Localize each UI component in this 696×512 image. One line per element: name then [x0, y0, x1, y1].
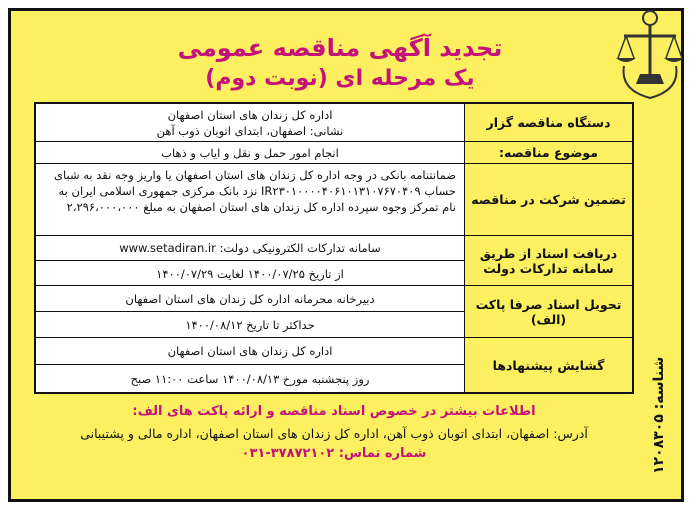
- page-subtitle: یک مرحله ای (نوبت دوم): [205, 66, 475, 91]
- row-value: انجام امور حمل و نقل و ایاب و ذهاب: [161, 146, 339, 160]
- table-row: [36, 236, 632, 286]
- row-value: اداره کل زندان های استان اصفهان نشانی: اصفهان، ابتدای اتوبان ذوب آهن: [156, 108, 344, 138]
- row-label: موضوع مناقصه:: [464, 142, 632, 163]
- row-subvalue: از تاریخ ۱۴۰۰/۰۷/۲۵ لغایت ۱۴۰۰/۰۷/۲۹: [156, 266, 344, 281]
- address-text: آدرس: اصفهان، ابتدای اتوبان ذوب آهن، اداره کل زندان های استان اصفهان، اداره مالی و پشتیبانی: [80, 426, 588, 441]
- table-row: [36, 142, 632, 164]
- row-subvalue: روز پنجشنبه مورخ ۱۴۰۰/۰۸/۱۳ ساعت ۱۱:۰۰ صبح: [130, 371, 370, 386]
- row-subvalue: اداره کل زندان های استان اصفهان: [36, 338, 464, 365]
- row-label: دستگاه مناقصه گزار: [464, 104, 632, 141]
- row-subvalue: دبیرخانه محرمانه اداره کل زندان های استان اصفهان: [36, 286, 464, 312]
- row-value: ضمانتنامه بانکی در وجه اداره کل زندان های استان اصفهان یا واریز وجه نقد به شبای حساب IR۲۳۰۱۰۰۰۰۴۰۶۱۰۱۳۱۰۷۶۷۰۴۰۹ نزد بانک مرکزی جمهوری اسلامی ایران به نام تمرکز وجوه سپرده اداره کل زندان های استان اصفهان به مبلغ ۲،۲۹۶،۰۰۰،۰۰۰: [53, 168, 456, 214]
- phone-number: شماره تماس: ۳۷۸۷۲۱۰۲-۰۳۱: [241, 446, 427, 461]
- more-info-title: اطلاعات بیشتر در خصوص اسناد مناقصه و ارائه پاکت های الف:: [132, 404, 536, 419]
- row-label: تحویل اسناد صرفا پاکت (الف): [464, 286, 632, 337]
- table-row: [36, 104, 632, 142]
- organization-emblem-icon: [610, 6, 690, 106]
- row-label: دریافت اسناد از طریق سامانه تدارکات دولت: [464, 236, 632, 285]
- ad-id-code: شناسه: ۱۲۰۸۳۰۵: [651, 356, 667, 474]
- table-row: [36, 164, 632, 236]
- table-row: [36, 338, 632, 392]
- row-subvalue: سامانه تدارکات الکترونیکی دولت: www.setadiran.ir: [36, 236, 464, 261]
- row-label: گشایش پیشنهادها: [464, 338, 632, 392]
- row-subvalue: حداکثر تا تاریخ ۱۴۰۰/۰۸/۱۲: [185, 318, 315, 332]
- tender-table: [34, 102, 634, 394]
- page-title: تجدید آگهی مناقصه عمومی: [177, 34, 503, 62]
- row-label: تضمین شرکت در مناقصه: [464, 164, 632, 235]
- table-row: [36, 286, 632, 338]
